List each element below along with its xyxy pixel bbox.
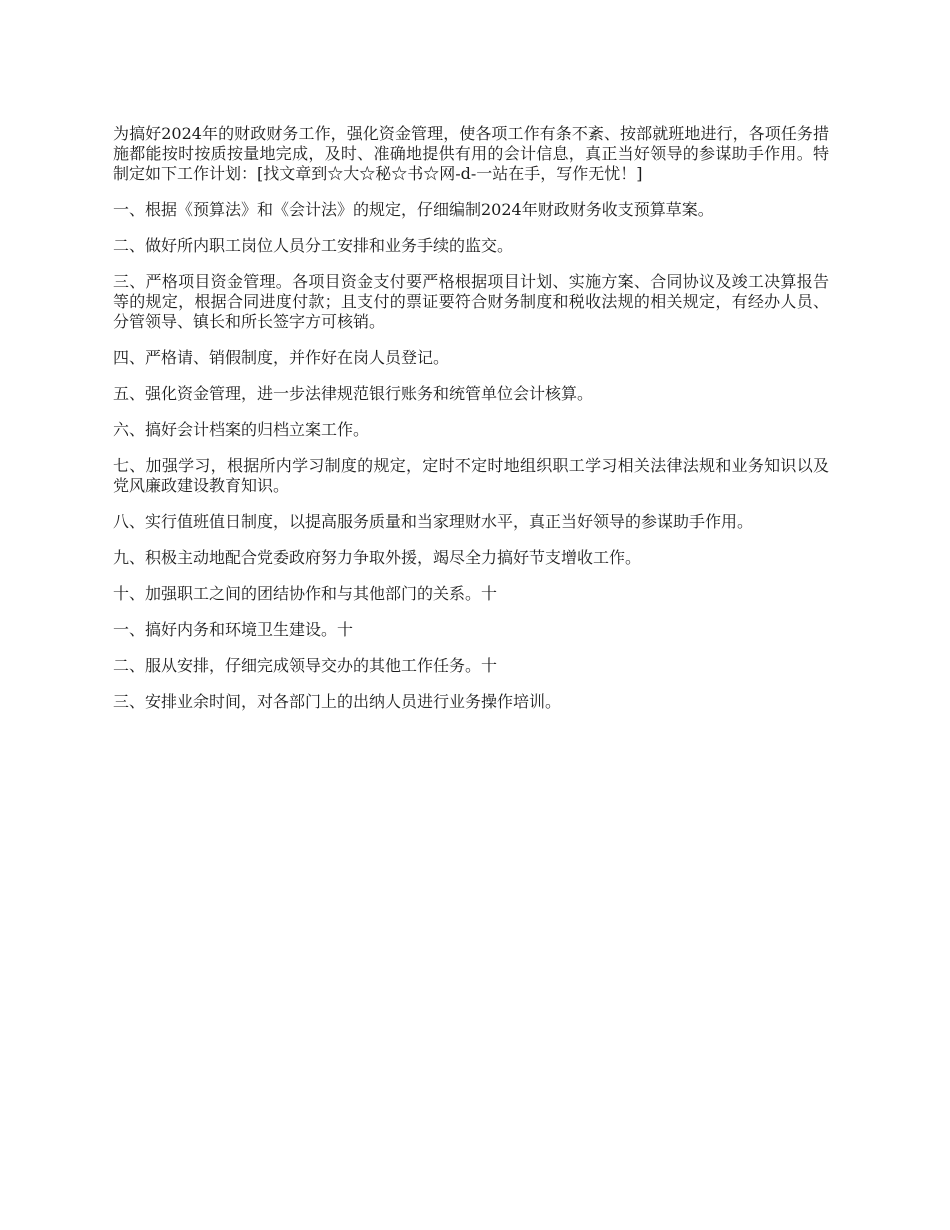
plan-item-4: 四、严格请、销假制度，并作好在岗人员登记。 — [113, 348, 450, 367]
intro-paragraph: 为搞好2024年的财政财务工作，强化资金管理，使各项工作有条不紊、按部就班地进行，各项任务措施都能按时按质按量地完成，及时、准确地提供有用的会计信息，真正当好领导的参谋助手作用。特制定如下工作计划：[找文章到☆大☆秘☆书☆网-d-一站在手，写作无忧！] — [113, 124, 829, 183]
plan-item-5: 五、强化资金管理，进一步法律规范银行账务和统管单位会计核算。 — [113, 384, 594, 403]
plan-item-3: 三、严格项目资金管理。各项目资金支付要严格根据项目计划、实施方案、合同协议及竣工决算报告等的规定，根据合同进度付款；且支付的票证要符合财务制度和税收法规的相关规定，有经办人员、分管领导、镇长和所长签字方可核销。 — [113, 272, 829, 331]
plan-item-7: 七、加强学习，根据所内学习制度的规定，定时不定时地组织职工学习相关法律法规和业务知识以及党风廉政建设教育知识。 — [113, 456, 829, 495]
plan-item-8: 八、实行值班值日制度，以提高服务质量和当家理财水平，真正当好领导的参谋助手作用。 — [113, 512, 754, 531]
plan-item-1: 一、根据《预算法》和《会计法》的规定，仔细编制2024年财政财务收支预算草案。 — [113, 200, 714, 219]
plan-item-2: 二、做好所内职工岗位人员分工安排和业务手续的监交。 — [113, 236, 514, 255]
plan-item-6: 六、搞好会计档案的归档立案工作。 — [113, 420, 370, 439]
plan-item-12: 二、服从安排，仔细完成领导交办的其他工作任务。十 — [113, 656, 498, 675]
plan-item-13: 三、安排业余时间，对各部门上的出纳人员进行业务操作培训。 — [113, 692, 562, 711]
document-body — [113, 124, 829, 728]
plan-item-11: 一、搞好内务和环境卫生建设。十 — [113, 620, 354, 639]
plan-item-9: 九、积极主动地配合党委政府努力争取外援，竭尽全力搞好节支增收工作。 — [113, 548, 642, 567]
plan-item-10: 十、加强职工之间的团结协作和与其他部门的关系。十 — [113, 584, 498, 603]
